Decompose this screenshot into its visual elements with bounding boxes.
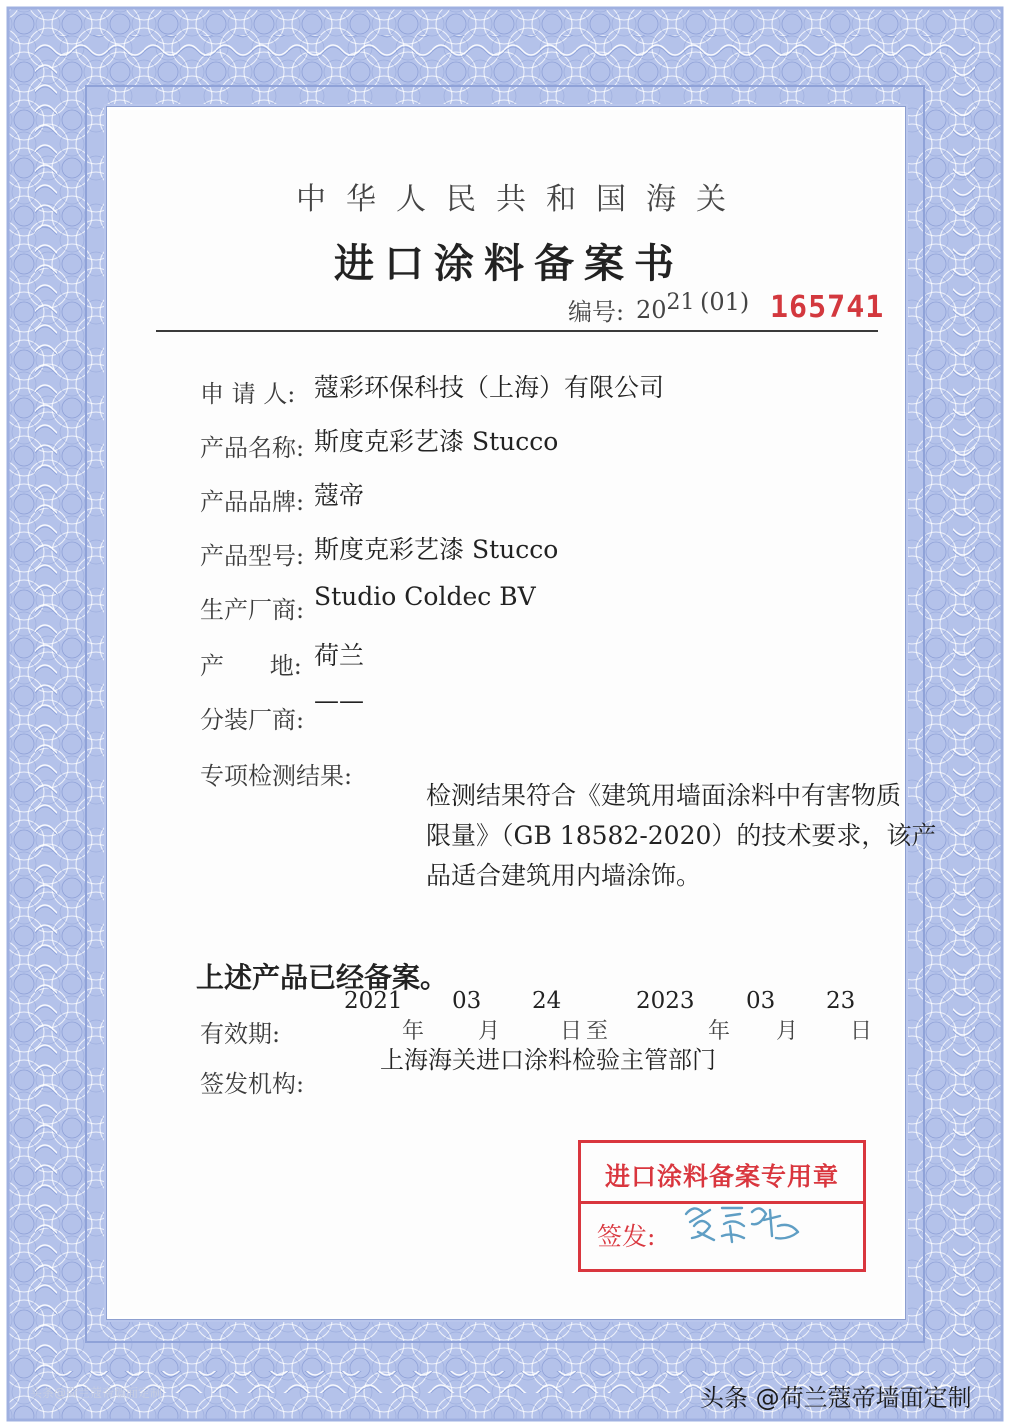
record-number: 165741 <box>770 290 885 325</box>
validity-end-day-unit: 日 <box>850 1019 873 1044</box>
header-rule <box>156 330 878 332</box>
seal-sign-label: 签发: <box>597 1222 656 1251</box>
number-year-sup: 21 <box>666 290 695 315</box>
approval-statement: 上述产品已经备案。 <box>196 961 449 994</box>
field-label-manufacturer: 生产厂商: <box>200 596 305 624</box>
field-value-manufacturer: Studio Coldec BV <box>314 582 536 611</box>
validity-end-year-unit: 年 <box>708 1019 731 1044</box>
validity-start-month: 03 <box>452 988 482 1014</box>
validity-end-year: 2023 <box>636 988 695 1014</box>
document-title: 进口涂料备案书 <box>334 240 684 287</box>
field-value-model: 斯度克彩艺漆 Stucco <box>314 535 559 564</box>
validity-to: 至 <box>586 1019 609 1044</box>
watermark-right: 头条 @荷兰蔻帝墙面定制 <box>700 1384 972 1412</box>
field-value-subpackager: —— <box>314 686 364 715</box>
issuer-value: 上海海关进口涂料检验主管部门 <box>380 1046 716 1074</box>
validity-start-year-unit: 年 <box>402 1019 425 1044</box>
validity-start-day: 24 <box>532 988 562 1014</box>
field-label-origin: 产 地: <box>200 652 302 680</box>
validity-end-day: 23 <box>826 988 856 1014</box>
field-label-brand: 产品品牌: <box>200 488 305 516</box>
field-label-product-name: 产品名称: <box>200 434 305 462</box>
number-label: 编号: <box>568 298 625 326</box>
issuer-label: 签发机构: <box>200 1070 305 1098</box>
watermark-left: 头条@荷兰蔻帝墙面定制 <box>30 1386 163 1400</box>
number-paren: (01) <box>700 288 750 316</box>
test-result-line-2: 限量》（GB 18582-2020）的技术要求，该产 <box>426 821 937 850</box>
validity-start-month-unit: 月 <box>478 1019 501 1044</box>
test-result-label: 专项检测结果: <box>200 762 353 790</box>
field-label-subpackager: 分装厂商: <box>200 706 305 734</box>
field-value-origin: 荷兰 <box>314 641 365 670</box>
field-value-product-name: 斯度克彩艺漆 Stucco <box>314 427 559 456</box>
number-year-prefix: 20 <box>636 296 667 324</box>
validity-start-year: 2021 <box>344 988 403 1014</box>
test-result-line-3: 品适合建筑用内墙涂饰。 <box>426 861 702 890</box>
validity-label: 有效期: <box>200 1020 281 1048</box>
validity-end-month: 03 <box>746 988 776 1014</box>
field-value-brand: 蔻帝 <box>314 481 365 510</box>
field-value-applicant: 蔻彩环保科技（上海）有限公司 <box>314 373 665 402</box>
field-label-applicant: 申 请 人: <box>200 380 296 408</box>
seal-title: 进口涂料备案专用章 <box>604 1162 839 1191</box>
handwritten-signature <box>680 1196 810 1256</box>
test-result-line-1: 检测结果符合《建筑用墙面涂料中有害物质 <box>426 781 902 810</box>
issuing-agency: 中华人民共和国海关 <box>296 182 746 217</box>
field-label-model: 产品型号: <box>200 542 305 570</box>
validity-start-day-unit: 日 <box>560 1019 583 1044</box>
number-year <box>636 290 695 324</box>
validity-end-month-unit: 月 <box>776 1019 799 1044</box>
